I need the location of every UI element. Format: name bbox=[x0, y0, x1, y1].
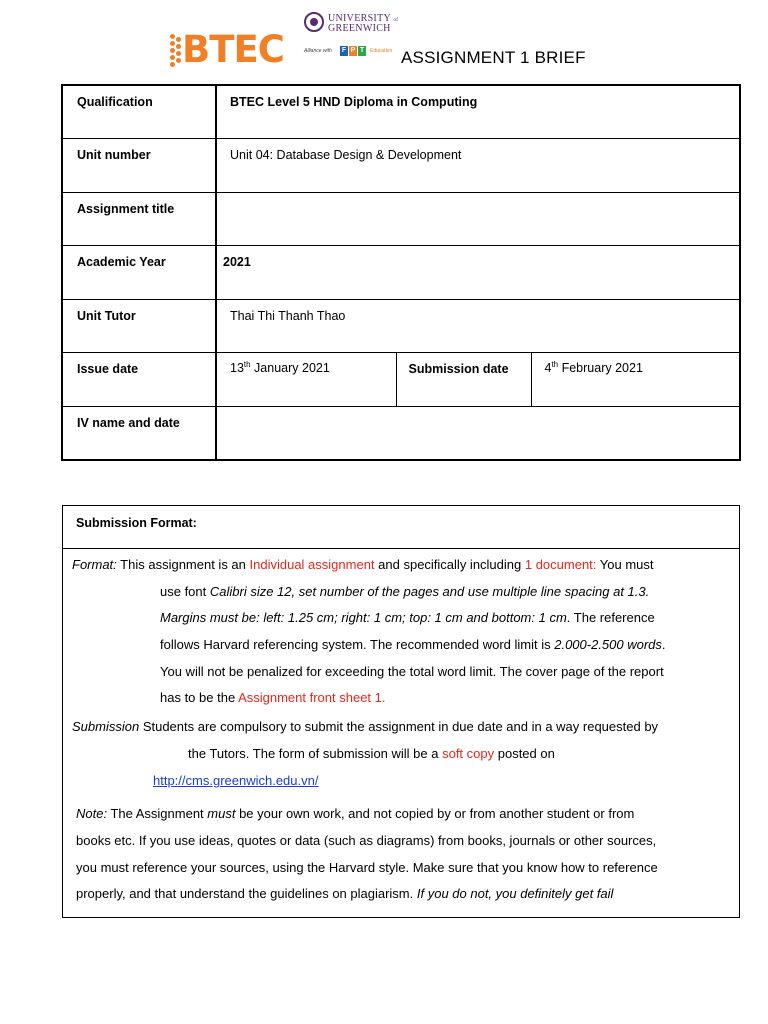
alliance-text: Alliance with bbox=[304, 48, 332, 54]
table-row bbox=[62, 85, 740, 139]
submission-format-heading: Submission Format: bbox=[76, 516, 197, 530]
fpt-letter-f: F bbox=[341, 47, 347, 54]
fpt-letter-t: T bbox=[359, 47, 365, 54]
fpt-logo-icon bbox=[340, 44, 366, 58]
table-row bbox=[62, 353, 740, 407]
note-line-2: books etc. If you use ideas, quotes or data (such as diagrams) from books, journals or other sources, bbox=[76, 833, 657, 848]
unit-number-value: Unit 04: Database Design & Development bbox=[216, 139, 740, 193]
submission-line-1: Submission Students are compulsory to submit the assignment in due date and in a way requested by bbox=[72, 719, 659, 734]
unit-tutor-label: Unit Tutor bbox=[62, 299, 216, 353]
unit-tutor-value: Thai Thi Thanh Thao bbox=[216, 299, 740, 353]
issue-date-value: 13th January 2021 bbox=[216, 353, 396, 407]
note-line-1: Note: The Assignment must be your own work, and not copied by or from another student or from bbox=[76, 806, 635, 821]
note-line-3: you must reference your sources, using the Harvard style. Make sure that you know how to reference bbox=[76, 860, 658, 875]
format-line-4: follows Harvard referencing system. The recommended word limit is 2.000-2.500 words. bbox=[160, 637, 666, 652]
submission-format-box bbox=[62, 505, 740, 918]
format-line-6: has to be the Assignment front sheet 1. bbox=[160, 690, 386, 705]
assignment-info-table bbox=[61, 84, 741, 461]
cms-link[interactable]: http://cms.greenwich.edu.vn/ bbox=[153, 773, 319, 788]
table-row bbox=[62, 246, 740, 300]
divider bbox=[63, 548, 739, 549]
academic-year-value: 2021 bbox=[216, 246, 740, 300]
submission-date-value: 4th February 2021 bbox=[531, 353, 740, 407]
submission-date-label: Submission date bbox=[396, 353, 531, 407]
assignment-title-value bbox=[216, 192, 740, 246]
assignment-title-label: Assignment title bbox=[62, 192, 216, 246]
btec-logo bbox=[170, 28, 300, 71]
issue-date-label: Issue date bbox=[62, 353, 216, 407]
table-row bbox=[62, 299, 740, 353]
academic-year-label: Academic Year bbox=[62, 246, 216, 300]
table-row bbox=[62, 192, 740, 246]
university-of: of bbox=[393, 18, 399, 23]
page-title: ASSIGNMENT 1 BRIEF bbox=[401, 48, 586, 67]
table-row bbox=[62, 139, 740, 193]
fpt-letter-p: P bbox=[350, 47, 356, 54]
university-of-greenwich-logo bbox=[304, 12, 400, 36]
format-line-1: Format: This assignment is an Individual assignment and specifically including 1 document: You must bbox=[72, 557, 654, 572]
university-line1: UNIVERSITY bbox=[328, 13, 391, 24]
university-line2: GREENWICH bbox=[328, 23, 391, 34]
iv-name-value bbox=[216, 406, 740, 460]
iv-name-label: IV name and date bbox=[62, 406, 216, 460]
university-seal-icon bbox=[304, 12, 324, 32]
format-line-3: Margins must be: left: 1.25 cm; right: 1 cm; top: 1 cm and bottom: 1 cm. The reference bbox=[160, 610, 655, 625]
education-text: Education bbox=[370, 48, 393, 54]
fpt-education-logo bbox=[304, 44, 400, 60]
qualification-label: Qualification bbox=[62, 85, 216, 139]
format-line-2: use font Calibri size 12, set number of the pages and use multiple line spacing at 1.3. bbox=[160, 584, 650, 599]
unit-number-label: Unit number bbox=[62, 139, 216, 193]
submission-line-2: the Tutors. The form of submission will be a soft copy posted on bbox=[188, 746, 555, 761]
note-line-4: properly, and that understand the guidelines on plagiarism. If you do not, you definitely get fail bbox=[76, 886, 614, 901]
btec-logo-text: BTEC bbox=[182, 28, 284, 71]
qualification-value: BTEC Level 5 HND Diploma in Computing bbox=[216, 85, 740, 139]
format-line-5: You will not be penalized for exceeding the total word limit. The cover page of the report bbox=[160, 664, 664, 679]
table-row bbox=[62, 406, 740, 460]
